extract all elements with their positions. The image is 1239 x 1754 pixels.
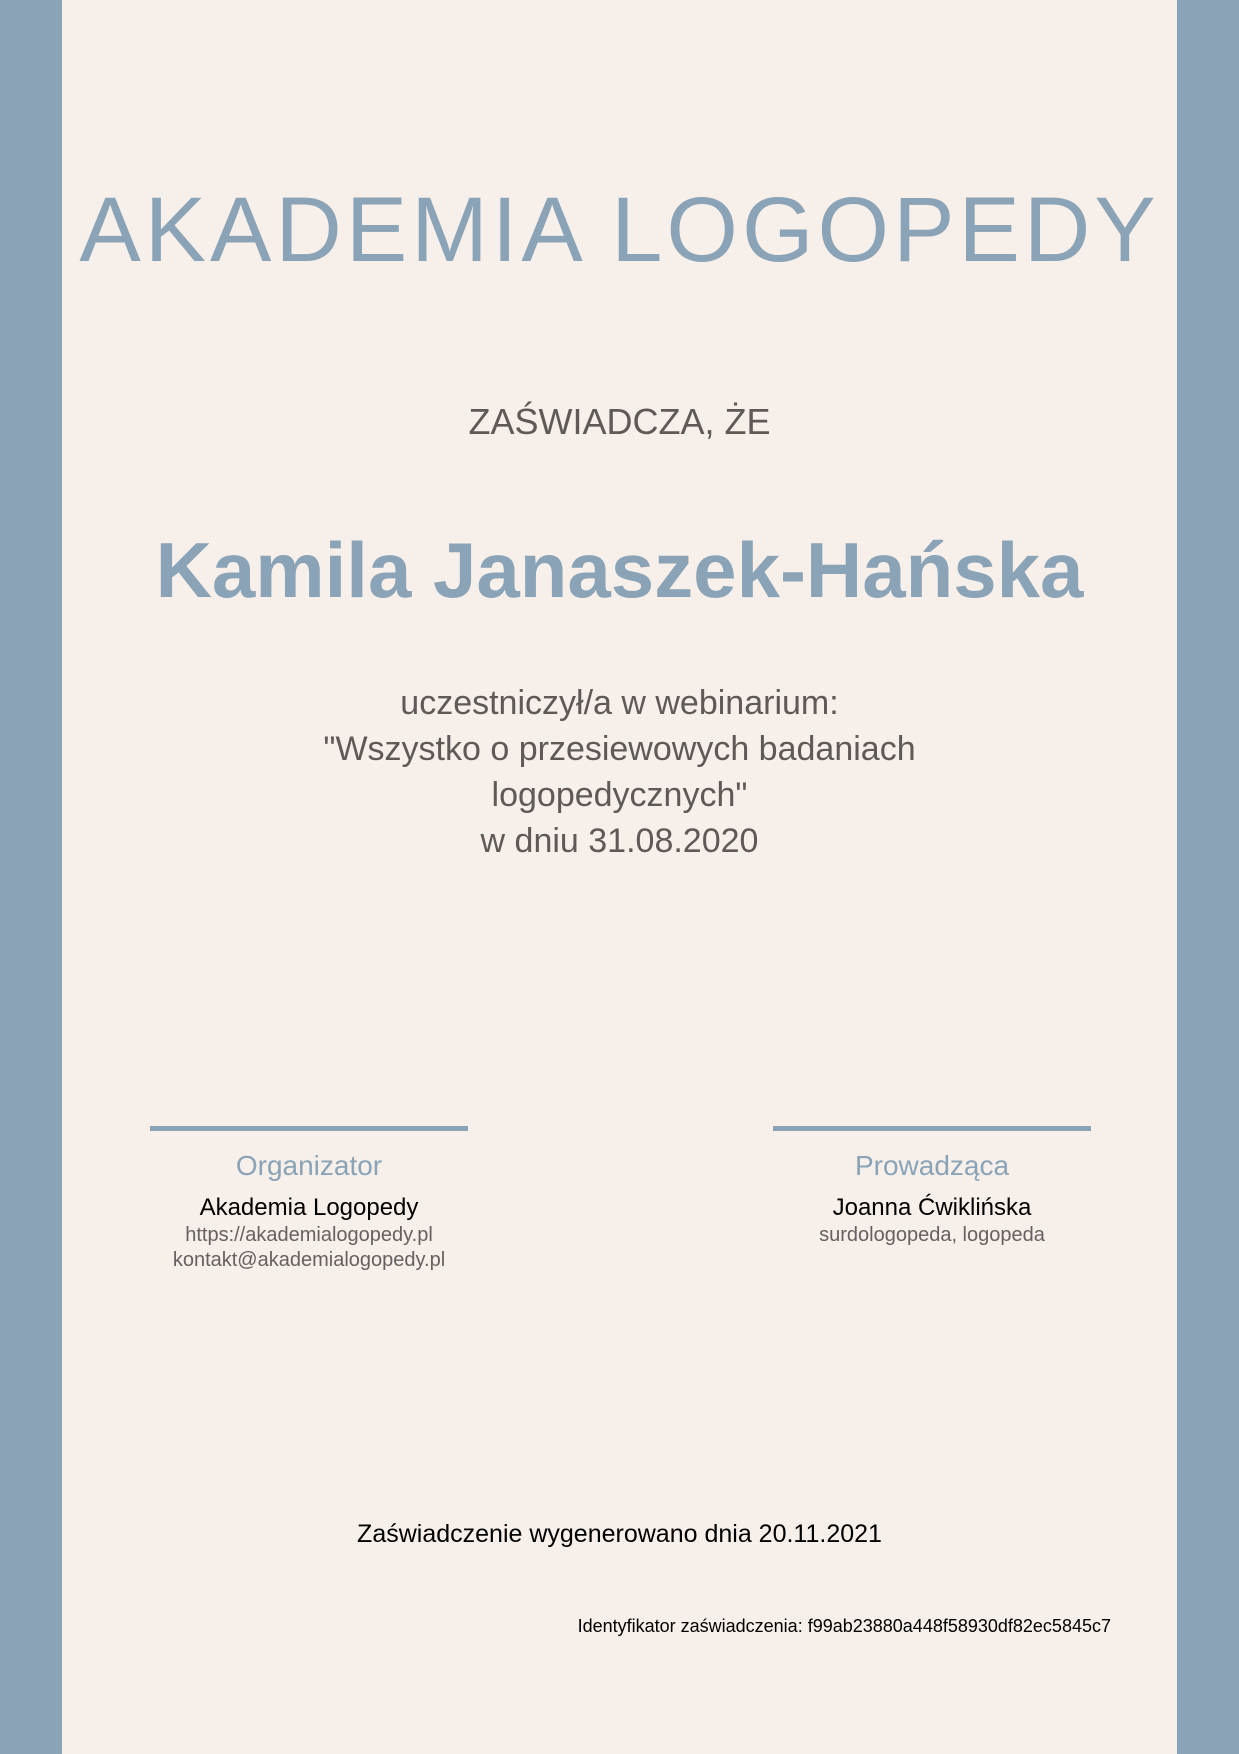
organizer-signature-block — [150, 1126, 468, 1273]
signature-line — [150, 1126, 468, 1131]
description-line: logopedycznych" — [491, 776, 748, 814]
certificate-identifier: Identyfikator zaświadczenia: f99ab23880a448f58930df82ec5845c7 — [577, 1616, 1111, 1636]
certificate-page — [62, 0, 1177, 1754]
presenter-role: Prowadząca — [854, 1150, 1010, 1181]
left-border-bar — [0, 0, 62, 1754]
presenter-signature-block — [773, 1126, 1091, 1248]
right-border-bar — [1177, 0, 1239, 1754]
webinar-description — [62, 680, 1177, 864]
generated-date: Zaświadczenie wygenerowano dnia 20.11.2021 — [357, 1520, 882, 1548]
description-line: "Wszystko o przesiewowych badaniach — [323, 730, 916, 768]
webinar-date: w dniu 31.08.2020 — [480, 822, 759, 860]
presenter-name: Joanna Ćwiklińska — [832, 1194, 1032, 1221]
signature-line — [773, 1126, 1091, 1131]
organizer-email: kontakt@akademialogopedy.pl — [172, 1249, 446, 1271]
certificate-title: AKADEMIA LOGOPEDY — [79, 179, 1160, 281]
organizer-role: Organizator — [235, 1150, 383, 1181]
participant-name: Kamila Janaszek-Hańska — [155, 526, 1084, 614]
organizer-name: Akademia Logopedy — [199, 1194, 419, 1221]
presenter-title: surdologopeda, logopeda — [819, 1224, 1045, 1246]
description-line: uczestniczył/a w webinarium: — [400, 684, 839, 722]
organizer-website: https://akademialogopedy.pl — [185, 1224, 433, 1246]
certifies-heading: ZAŚWIADCZA, ŻE — [468, 401, 771, 442]
